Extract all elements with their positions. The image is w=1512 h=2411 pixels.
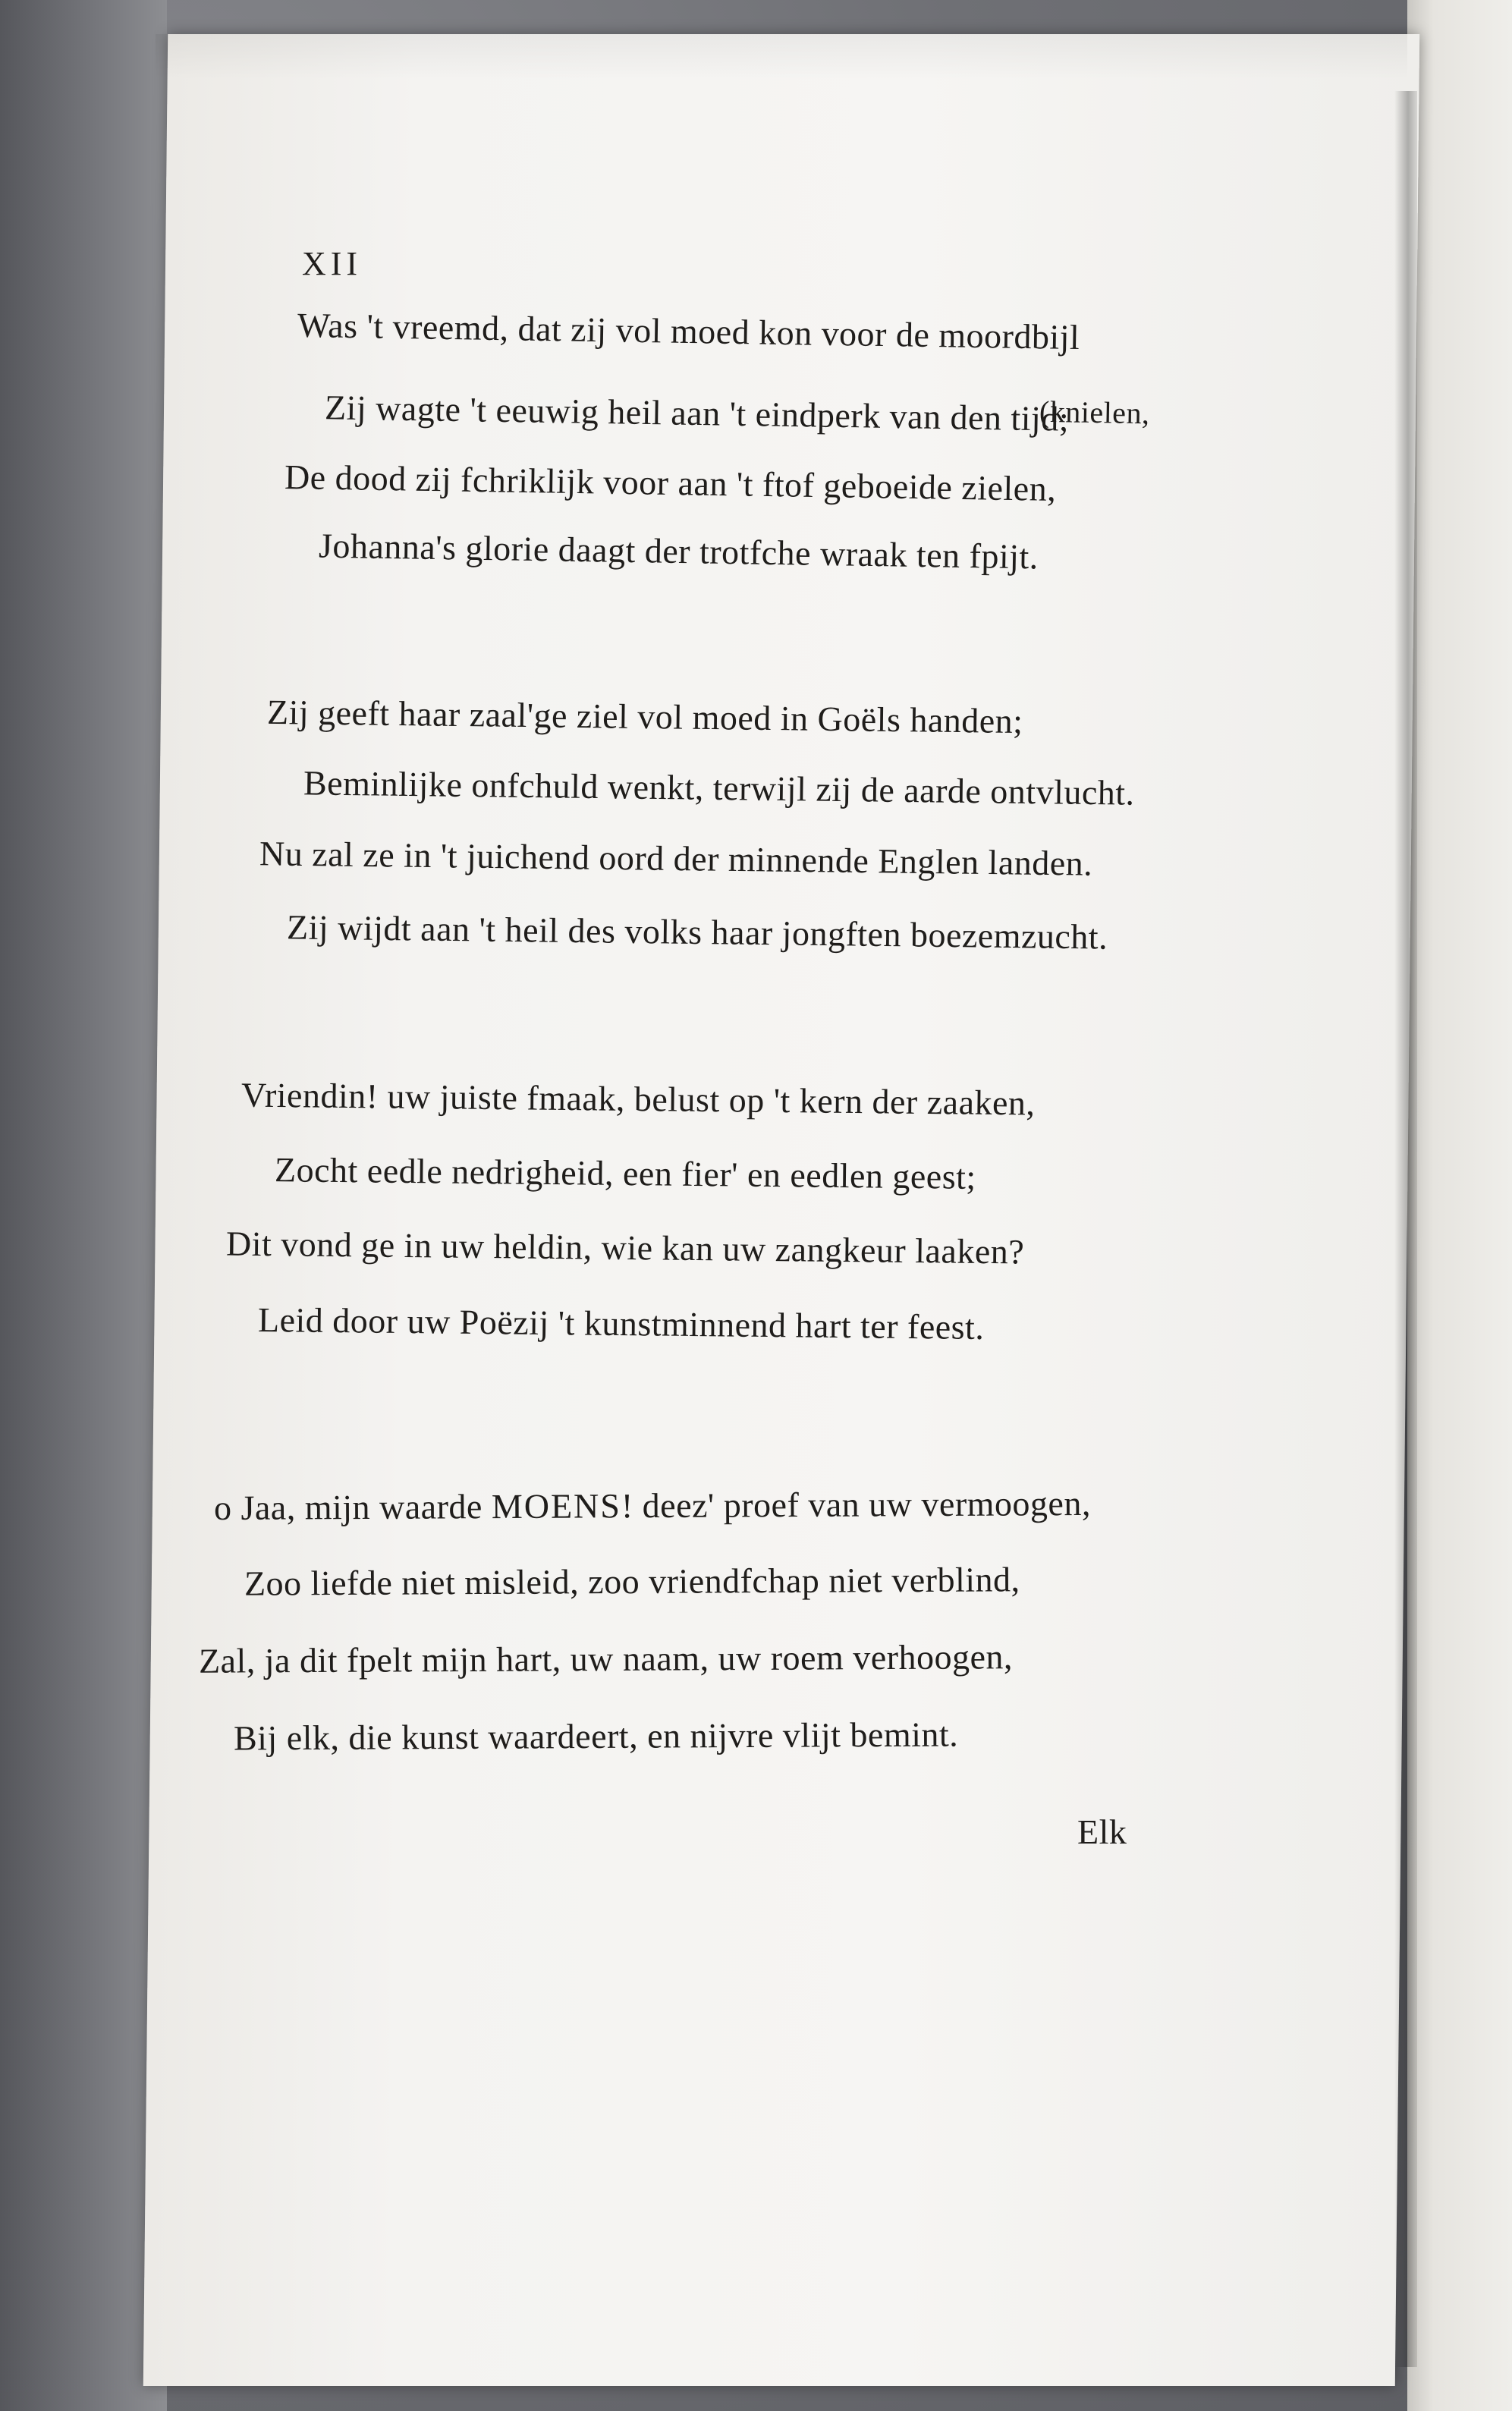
stanza-4-line-3: Zal, ja dit fpelt mijn hart, uw naam, uw roem verhoogen, [198,1637,1014,1680]
stanza-4-line-1 [214,1483,1091,1528]
stanza-4-line-1-suffix: ! deez' proef van uw vermoogen, [621,1483,1092,1526]
page-shadow [156,34,1407,80]
stanza-3-line-3: Dit vond ge in uw heldin, wie kan uw zangkeur laaken? [225,1224,1025,1272]
stanza-1-line-4: Johanna's glorie daagt der trotfche wraak ten fpijt. [318,526,1039,577]
stanza-2-line-1: Zij geeft haar zaal'ge ziel vol moed in Goëls handen; [266,692,1023,741]
page-number: XII [302,245,363,282]
facing-page-edge [1407,0,1512,2411]
poet-name: MOENS [491,1486,622,1526]
stanza-4-line-4: Bij elk, die kunst waardeert, en nijvre vlijt bemint. [233,1715,959,1758]
cloth-background [0,0,167,2411]
catchword: Elk [1077,1812,1127,1851]
stanza-3-line-1: Vriendin! uw juiste fmaak, belust op 't kern der zaaken, [240,1075,1036,1123]
stanza-2-line-2: Beminlijke onfchuld wenkt, terwijl zij de aarde ontvlucht. [303,763,1135,813]
stanza-1-line-1: Was 't vreemd, dat zij vol moed kon voor de moordbijl [297,305,1080,357]
stanza-4-line-2: Zoo liefde niet misleid, zoo vriendfchap niet verblind, [244,1560,1020,1603]
book-gutter [1394,91,1417,2367]
stanza-2-line-4: Zij wijdt aan 't heil des volks haar jongften boezemzucht. [286,907,1108,957]
stanza-1-line-1-turnover: (knielen, [1039,394,1150,431]
stanza-1-line-3: De dood zij fchriklijk voor aan 't ftof geboeide zielen, [284,457,1057,508]
stanza-3-line-4: Leid door uw Poëzij 't kunstminnend hart ter feest. [257,1300,985,1347]
stanza-4-line-1-prefix: o Jaa, mijn waarde [213,1487,492,1528]
stanza-2-line-3: Nu zal ze in 't juichend oord der minnende Englen landen. [259,834,1093,883]
stanza-3-line-2: Zocht eedle nedrigheid, een fier' en eedlen geest; [274,1150,976,1196]
stanza-1-line-2: Zij wagte 't eeuwig heil aan 't eindperk van den tijd; [324,388,1070,439]
